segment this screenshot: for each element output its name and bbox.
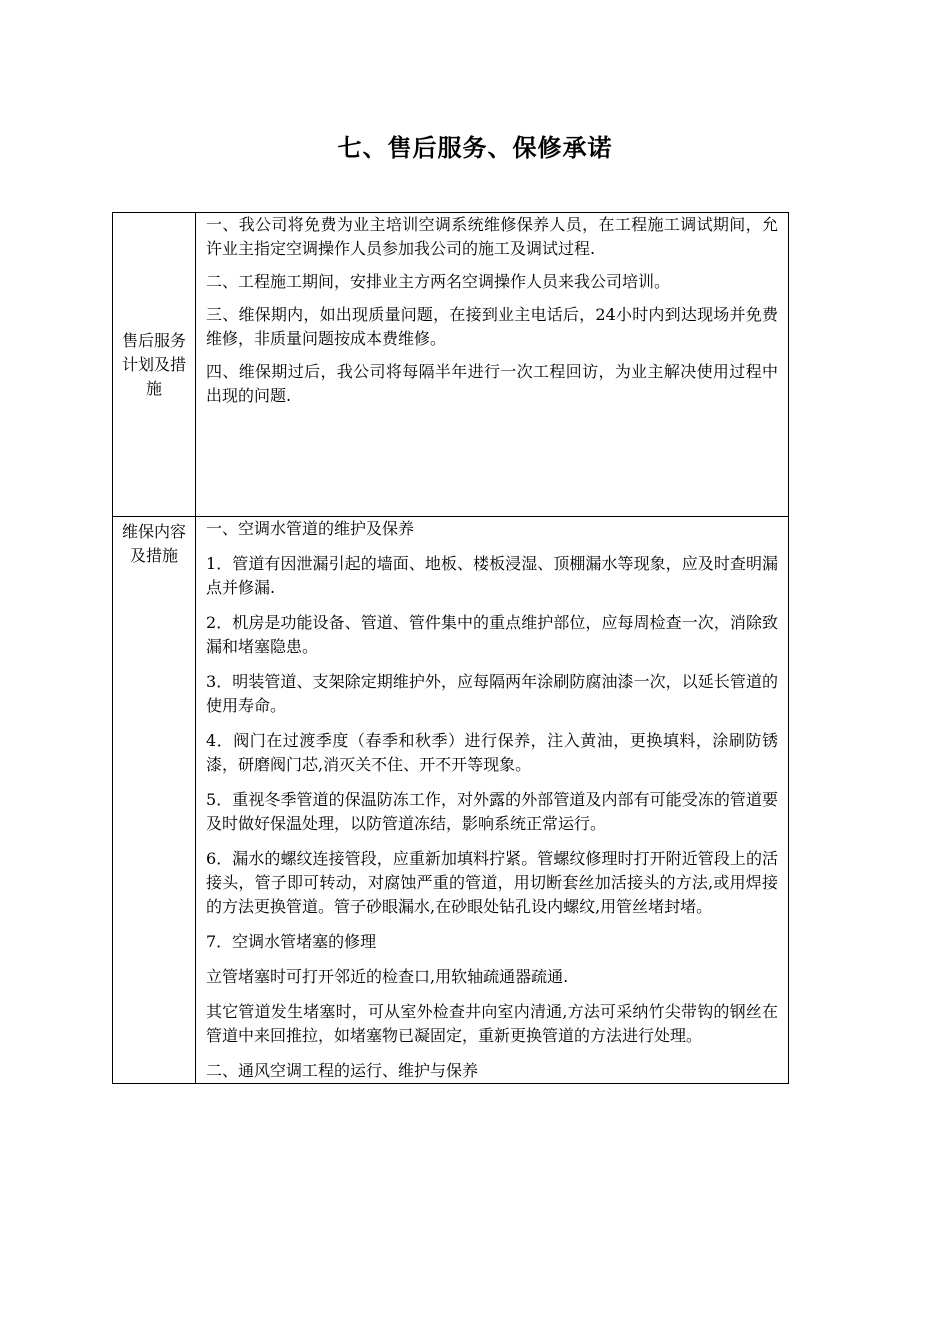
paragraph: 二、通风空调工程的运行、维护与保养 [206, 1061, 479, 1080]
paragraph: 3．明装管道、支架除定期维护外，应每隔两年涂刷防腐油漆一次，以延长管道的使用寿命。 [206, 672, 778, 715]
content-cell [196, 213, 789, 517]
paragraph: 四、维保期过后，我公司将每隔半年进行一次工程回访，为业主解决使用过程中出现的问题. [206, 362, 778, 405]
content-cell [196, 517, 789, 1084]
paragraph: 一、我公司将免费为业主培训空调系统维修保养人员，在工程施工调试期间，允许业主指定空调操作人员参加我公司的施工及调试过程. [206, 215, 778, 258]
paragraph: 6．漏水的螺纹连接管段，应重新加填料拧紧。管螺纹修理时打开附近管段上的活接头，管子即可转动，对腐蚀严重的管道，用切断套丝加活接头的方法,或用焊接的方法更换管道。管子砂眼漏水,在砂眼处钻孔设内螺纹,用管丝堵封堵。 [206, 849, 778, 916]
paragraph: 二、工程施工期间，安排业主方两名空调操作人员来我公司培训。 [206, 272, 671, 291]
label-cell [113, 517, 196, 1084]
paragraph: 2．机房是功能设备、管道、管件集中的重点维护部位，应每周检查一次，消除致漏和堵塞隐患。 [206, 613, 778, 656]
table-row-after-sales [113, 213, 789, 517]
paragraph: 5．重视冬季管道的保温防冻工作，对外露的外部管道及内部有可能受冻的管道要及时做好保温处理，以防管道冻结，影响系统正常运行。 [206, 790, 778, 833]
paragraph: 4．阀门在过渡季度（春季和秋季）进行保养，注入黄油，更换填料，涂刷防锈漆，研磨阀门芯,消灭关不住、开不开等现象。 [206, 731, 778, 774]
label-cell [113, 213, 196, 517]
paragraph: 7．空调水管堵塞的修理 [206, 932, 377, 951]
service-table [112, 212, 789, 1084]
row-label-after-sales: 售后服务计划及措施 [121, 330, 186, 398]
paragraph: 1．管道有因泄漏引起的墙面、地板、楼板浸湿、顶棚漏水等现象，应及时查明漏点并修漏. [206, 554, 778, 597]
paragraph: 一、空调水管道的维护及保养 [206, 519, 415, 538]
paragraph: 立管堵塞时可打开邻近的检查口,用软轴疏通器疏通. [206, 967, 569, 986]
row-label-maintenance: 维保内容及措施 [121, 522, 186, 565]
paragraph: 其它管道发生堵塞时，可从室外检查井向室内清通,方法可采纳竹尖带钩的钢丝在管道中来回推拉，如堵塞物已凝固定，重新更换管道的方法进行处理。 [206, 1002, 778, 1045]
paragraph: 三、维保期内，如出现质量问题，在接到业主电话后，24小时内到达现场并免费维修，非质量问题按成本费维修。 [206, 305, 778, 348]
table-row-maintenance [113, 517, 789, 1084]
page-title: 七、售后服务、保修承诺 [337, 134, 613, 162]
